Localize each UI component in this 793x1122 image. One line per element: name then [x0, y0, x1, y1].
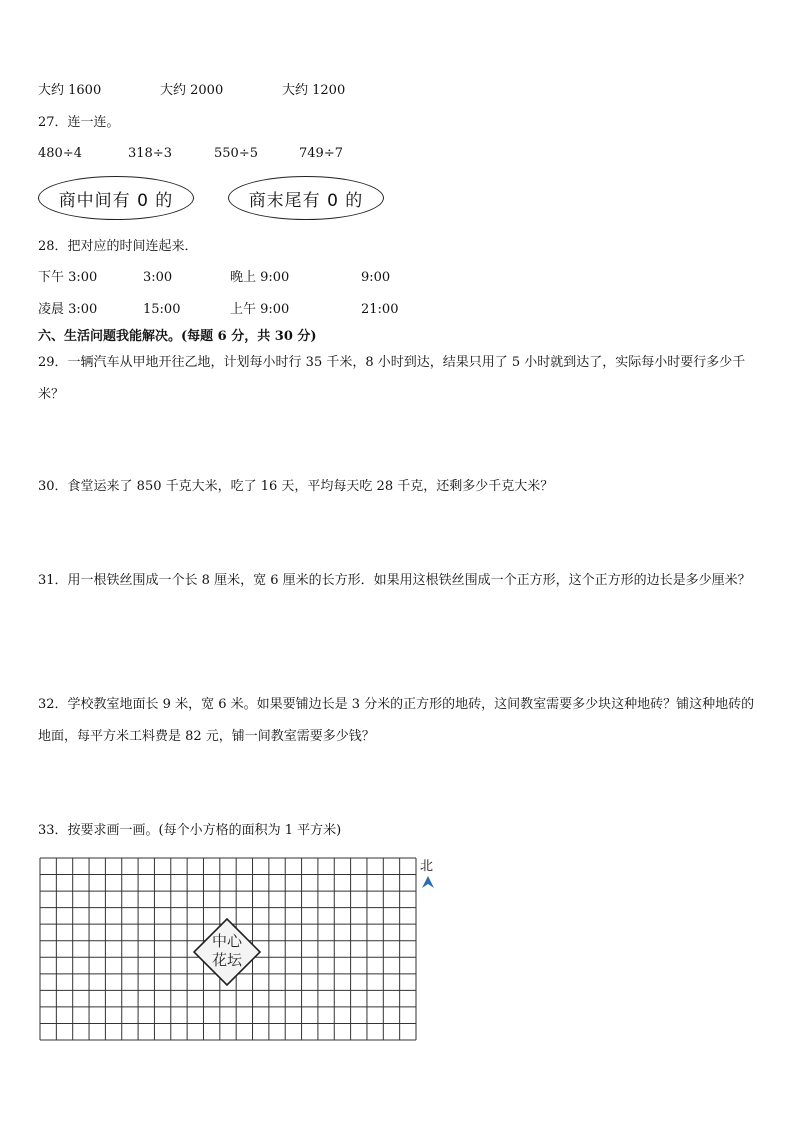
q32-text: 32．学校教室地面长 9 米，宽 6 米。如果要铺边长是 3 分米的正方形的地砖，这间教室需要多少块这种地砖？铺这种地砖的地面，每平方米工料费是 82 元，铺一间教室需要多少钱？ [38, 697, 755, 744]
q27-expression-3: 550÷5 [214, 146, 258, 161]
q27-expression-4: 749÷7 [299, 146, 343, 161]
q28-row2-item-3: 上午 9:00 [230, 302, 290, 317]
q26-option-1: 大约 1600 [38, 83, 102, 98]
q28-title: 28．把对应的时间连起来． [38, 239, 198, 254]
q28-row1-item-4: 9:00 [361, 270, 391, 285]
oval-end-zero [228, 176, 384, 220]
q28-row1-item-1: 下午 3:00 [38, 270, 98, 285]
center-flowerbed-label-line2: 花坛 [211, 951, 243, 969]
q28-row2-item-2: 15:00 [143, 302, 181, 317]
q27-expression-1: 480÷4 [38, 146, 82, 161]
section-6-title: 六、生活问题我能解决。(每题 6 分，共 30 分) [38, 329, 317, 344]
oval-middle-zero [38, 176, 194, 220]
oval-end-zero-label: 商末尾有 0 的 [248, 190, 364, 211]
q28-row2-item-4: 21:00 [361, 302, 399, 317]
q29-text: 29．一辆汽车从甲地开往乙地，计划每小时行 35 千米，8 小时到达，结果只用了 5 小时就到达了，实际每小时要行多少千米？ [38, 355, 746, 402]
q33-text: 33．按要求画一画。(每个小方格的面积为 1 平方米) [38, 823, 342, 838]
north-label: 北 [420, 859, 434, 874]
square-grid [36, 852, 436, 1052]
oval-middle-zero-label: 商中间有 0 的 [58, 190, 174, 211]
q26-option-3: 大约 1200 [282, 83, 346, 98]
center-flowerbed-label-line1: 中心 [211, 932, 243, 950]
north-arrow-icon [421, 875, 435, 889]
q28-row1-item-3: 晚上 9:00 [230, 270, 290, 285]
q27-expression-2: 318÷3 [128, 146, 172, 161]
q28-row1-item-2: 3:00 [143, 270, 173, 285]
q30-text: 30．食堂运来了 850 千克大米，吃了 16 天，平均每天吃 28 千克，还剩多少千克大米？ [38, 479, 554, 494]
q28-row2-item-1: 凌晨 3:00 [38, 302, 98, 317]
q27-title: 27．连一连。 [38, 115, 120, 130]
q26-option-2: 大约 2000 [160, 83, 224, 98]
q31-text: 31．用一根铁丝围成一个长 8 厘米，宽 6 厘米的长方形．如果用这根铁丝围成一个正方形，这个正方形的边长是多少厘米？ [38, 573, 751, 588]
